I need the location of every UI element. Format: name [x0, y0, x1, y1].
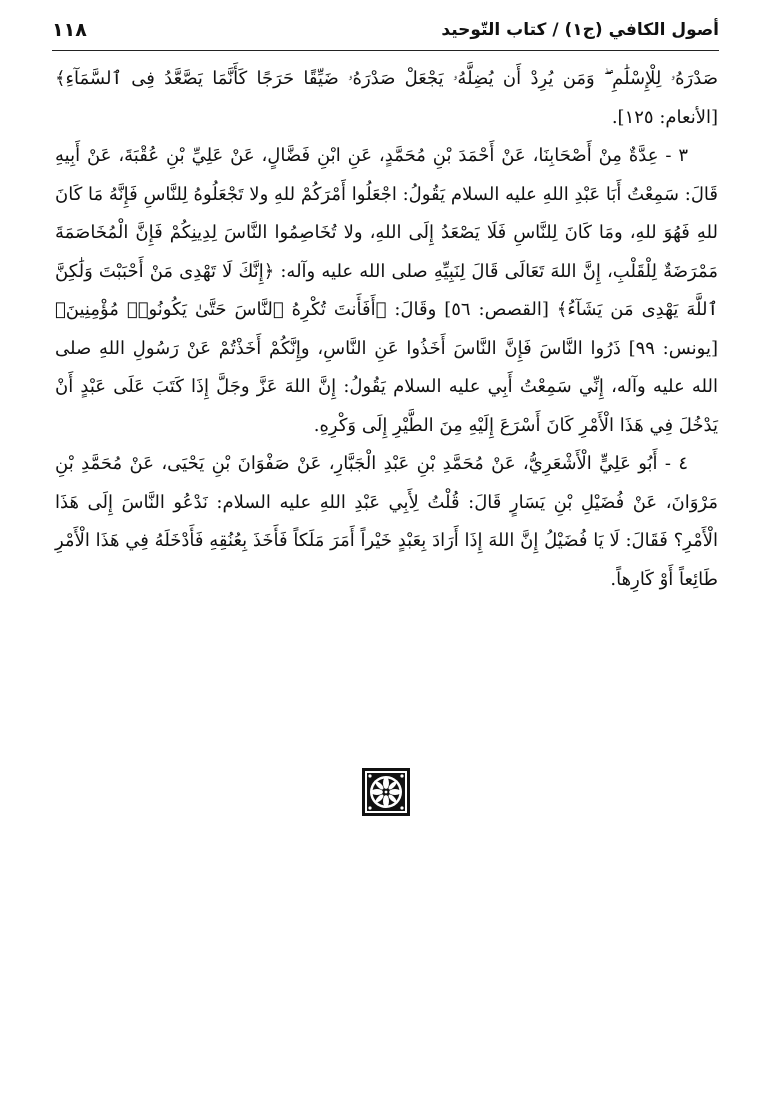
paragraph-verse-continuation: صَدْرَهُۥ لِلْإِسْلَٰمِ ۖ وَمَن يُرِدْ أَن يُضِلَّهُۥ يَجْعَلْ صَدْرَهُۥ ضَيِّقًا حَرَجًا كَأَنَّمَا يَصَّعَّدُ فِى ٱلسَّمَآءِ﴾ [الأنعام: ١٢٥].	[55, 68, 718, 128]
paragraph-hadith-3: ٣ - عِدَّةٌ مِنْ أَصْحَابِنَا، عَنْ أَحْمَدَ بْنِ مُحَمَّدٍ، عَنِ ابْنِ فَضَّالٍ، عَنْ عَلِيِّ بْنِ عُقْبَةَ، عَنْ أَبِيهِ قَالَ: سَمِعْتُ أَبَا عَبْدِ اللهِ عليه السلام يَقُولُ: اجْعَلُوا أَمْرَكُمْ للهِ ولا تَجْعَلُوهُ لِلنَّاسِ فَإِنَّهُ مَا كَانَ للهِ فَهُوَ للهِ، ومَا كَانَ لِلنَّاسِ فَلَا يَصْعَدُ إِلَى اللهِ، ولا تُخَاصِمُوا النَّاسَ لِدِينِكُمْ فَإِنَّ الْمُخَاصَمَةَ مَمْرَضَةٌ لِلْقَلْبِ، إِنَّ اللهَ تَعَالَى قَالَ لِنَبِيِّهِ صلى الله عليه وآله: ﴿إِنَّكَ لَا تَهْدِى مَنْ أَحْبَبْتَ وَلَٰكِنَّ ٱللَّهَ يَهْدِى مَن يَشَآءُ﴾ [القصص: ٥٦] وقَالَ: ﴿أَفَأَنتَ تُكْرِهُ ٱلنَّاسَ حَتَّىٰ يَكُونُوا۟ مُؤْمِنِينَ﴾ [يونس: ٩٩] ذَرُوا النَّاسَ فَإِنَّ النَّاسَ أَخَذُوا عَنِ النَّاسِ، وإِنَّكُمْ أَخَذْتُمْ عَنْ رَسُولِ اللهِ صلى الله عليه وآله، إِنِّي سَمِعْتُ أَبِي عليه السلام يَقُولُ: إِنَّ اللهَ عَزَّ وجَلَّ إِذَا كَتَبَ عَلَى عَبْدٍ أَنْ يَدْخُلَ فِي هَذَا الْأَمْرِ كَانَ أَسْرَعَ إِلَيْهِ مِنَ الطَّيْرِ إِلَى وَكْرِهِ.	[55, 145, 719, 436]
header-rule	[52, 50, 719, 51]
end-ornament-icon	[361, 767, 411, 817]
running-title: أصول الكافي (ج١) / كتاب التّوحيد	[441, 20, 719, 40]
page-number: ١١٨	[52, 19, 87, 41]
page-header	[52, 14, 719, 46]
body-text	[55, 60, 718, 599]
paragraph-hadith-4: ٤ - أَبُو عَلِيٍّ الْأَشْعَرِيُّ، عَنْ مُحَمَّدِ بْنِ عَبْدِ الْجَبَّارِ، عَنْ صَفْوَانَ بْنِ يَحْيَى، عَنْ مُحَمَّدِ بْنِ مَرْوَانَ، عَنْ فُضَيْلِ بْنِ يَسَارٍ قَالَ: قُلْتُ لِأَبِي عَبْدِ اللهِ عليه السلام: نَدْعُو النَّاسَ إِلَى هَذَا الْأَمْرِ؟ فَقَالَ: لَا يَا فُضَيْلُ إِنَّ اللهَ إِذَا أَرَادَ بِعَبْدٍ خَيْراً أَمَرَ مَلَكاً فَأَخَذَ بِعُنُقِهِ فَأَدْخَلَهُ فِي هَذَا الْأَمْرِ طَائِعاً أَوْ كَارِهاً.	[55, 453, 718, 590]
